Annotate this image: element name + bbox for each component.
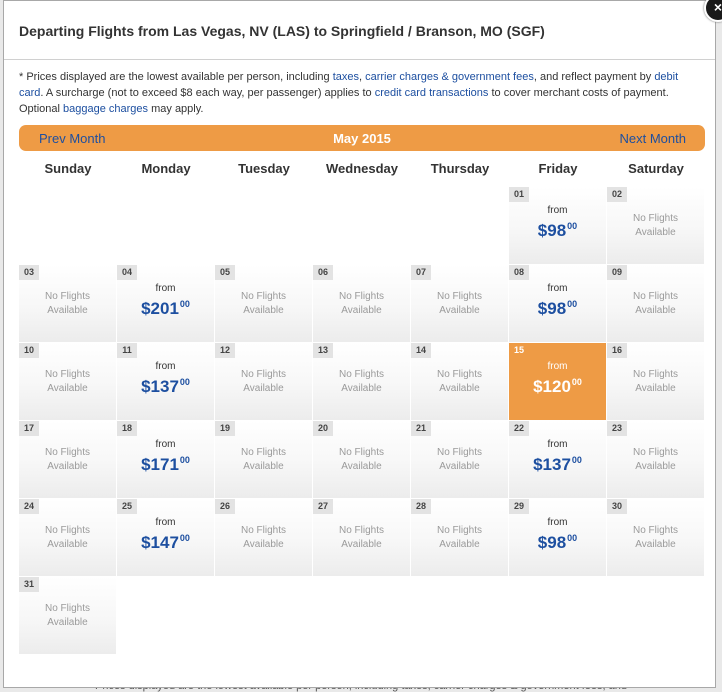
no-flights-text (215, 368, 312, 396)
no-flights-line: Available (243, 539, 284, 550)
no-flights-text (215, 524, 312, 552)
no-flights-text (313, 368, 410, 396)
price-amount: $120 (533, 377, 571, 396)
no-flights-line: Available (635, 539, 676, 550)
calendar-day-30 (607, 499, 704, 576)
day-number: 05 (215, 265, 235, 280)
price-cents: 00 (567, 299, 578, 309)
day-number: 17 (19, 421, 39, 436)
weekday-label: Sunday (44, 161, 92, 176)
dialog-title: Departing Flights from Las Vegas, NV (LAS) to Springfield / Branson, MO (SGF) (19, 23, 545, 39)
calendar-day-17 (19, 421, 116, 498)
day-number: 08 (509, 265, 529, 280)
no-flights-line: Available (47, 617, 88, 628)
calendar-day-18[interactable] (117, 421, 214, 498)
no-flights-line: Available (439, 539, 480, 550)
day-number: 23 (607, 421, 627, 436)
day-number: 25 (117, 499, 137, 514)
no-flights-text (411, 446, 508, 474)
no-flights-line: Available (47, 305, 88, 316)
no-flights-line: Available (243, 383, 284, 394)
no-flights-line: No Flights (436, 447, 482, 458)
next-month-link[interactable]: Next Month (619, 131, 686, 146)
day-number: 30 (607, 499, 627, 514)
price-amount: $137 (533, 455, 571, 474)
day-number: 19 (215, 421, 235, 436)
no-flights-line: No Flights (240, 447, 286, 458)
calendar-day-21 (411, 421, 508, 498)
from-label: from (155, 439, 176, 450)
weekday-label: Tuesday (238, 161, 290, 176)
weekday-label: Thursday (430, 161, 490, 176)
day-number: 22 (509, 421, 529, 436)
no-flights-text (607, 290, 704, 318)
notes-text: . A surcharge (not to exceed $8 each way, per passenger) applies to (40, 87, 375, 99)
day-number: 02 (607, 187, 627, 202)
flight-calendar-dialog (3, 0, 716, 688)
calendar-day-15[interactable] (509, 343, 606, 420)
no-flights-line: No Flights (632, 447, 678, 458)
weekday-label: Saturday (628, 161, 684, 176)
price-amount: $98 (537, 533, 567, 552)
no-flights-line: No Flights (44, 291, 90, 302)
calendar-day-28 (411, 499, 508, 576)
day-number: 29 (509, 499, 529, 514)
no-flights-line: Available (439, 383, 480, 394)
no-flights-text (411, 368, 508, 396)
calendar-day-05 (215, 265, 312, 342)
calendar-day-07 (411, 265, 508, 342)
from-label: from (547, 361, 568, 372)
no-flights-text (19, 368, 116, 396)
from-label: from (155, 361, 176, 372)
no-flights-line: No Flights (338, 447, 384, 458)
day-number: 31 (19, 577, 39, 592)
price-cents: 00 (571, 455, 582, 465)
calendar-day-23 (607, 421, 704, 498)
no-flights-text (607, 524, 704, 552)
price-amount: $98 (537, 221, 567, 240)
no-flights-line: No Flights (338, 291, 384, 302)
no-flights-line: No Flights (240, 291, 286, 302)
price-cents: 00 (567, 221, 578, 231)
day-number: 06 (313, 265, 333, 280)
no-flights-text (215, 446, 312, 474)
price-amount: $201 (141, 299, 179, 318)
no-flights-line: No Flights (632, 291, 678, 302)
no-flights-line: No Flights (240, 369, 286, 380)
calendar-day-02 (607, 187, 704, 264)
price-amount: $98 (537, 299, 567, 318)
day-number: 10 (19, 343, 39, 358)
day-number: 16 (607, 343, 627, 358)
no-flights-line: Available (341, 539, 382, 550)
day-number: 20 (313, 421, 333, 436)
close-icon: × (713, 0, 722, 15)
fare-price[interactable] (117, 533, 214, 553)
from-label: from (155, 517, 176, 528)
fare-price[interactable] (117, 377, 214, 397)
no-flights-line: No Flights (436, 525, 482, 536)
taxes-link[interactable]: taxes (332, 71, 359, 83)
calendar-day-08[interactable] (509, 265, 606, 342)
from-label: from (155, 283, 176, 294)
calendar-day-25[interactable] (117, 499, 214, 576)
day-number: 09 (607, 265, 627, 280)
no-flights-line: Available (47, 383, 88, 394)
baggage-charges-link[interactable]: baggage charges (63, 103, 149, 115)
no-flights-line: No Flights (240, 525, 286, 536)
calendar-day-01[interactable] (509, 187, 606, 264)
from-label: from (547, 205, 568, 216)
from-label: from (547, 283, 568, 294)
no-flights-line: No Flights (338, 369, 384, 380)
prev-month-link[interactable]: Prev Month (39, 131, 106, 146)
no-flights-line: Available (243, 305, 284, 316)
price-cents: 00 (179, 533, 190, 543)
calendar-day-20 (313, 421, 410, 498)
calendar-day-14 (411, 343, 508, 420)
price-amount: $147 (141, 533, 179, 552)
notes-text: to cover merchant costs of payment. Optional (19, 87, 669, 115)
fare-price[interactable] (509, 221, 606, 241)
no-flights-text (607, 446, 704, 474)
fare-price[interactable] (509, 299, 606, 319)
calendar-day-19 (215, 421, 312, 498)
calendar-day-10 (19, 343, 116, 420)
calendar-day-16 (607, 343, 704, 420)
notes-text: , (358, 71, 366, 83)
no-flights-text (19, 446, 116, 474)
calendar-day-04[interactable] (117, 265, 214, 342)
calendar-day-13 (313, 343, 410, 420)
price-cents: 00 (179, 455, 190, 465)
no-flights-line: No Flights (44, 447, 90, 458)
price-cents: 00 (571, 377, 582, 387)
calendar-day-12 (215, 343, 312, 420)
calendar-day-09 (607, 265, 704, 342)
fare-price[interactable] (509, 377, 606, 397)
day-number: 24 (19, 499, 39, 514)
notes-text: * Prices displayed are the lowest available per person, including (19, 71, 333, 83)
day-number: 13 (313, 343, 333, 358)
no-flights-text (313, 446, 410, 474)
no-flights-line: Available (47, 461, 88, 472)
no-flights-text (411, 524, 508, 552)
no-flights-line: No Flights (632, 369, 678, 380)
day-number: 18 (117, 421, 137, 436)
fare-price[interactable] (509, 455, 606, 475)
day-number: 03 (19, 265, 39, 280)
no-flights-line: No Flights (632, 213, 678, 224)
no-flights-text (19, 524, 116, 552)
no-flights-line: No Flights (632, 525, 678, 536)
no-flights-line: No Flights (436, 291, 482, 302)
no-flights-line: Available (439, 305, 480, 316)
weekday-label: Monday (141, 161, 191, 176)
notes-text: may apply. (148, 103, 204, 115)
debit-card-link[interactable]: debit card (19, 71, 679, 99)
day-number: 15 (509, 343, 529, 358)
no-flights-line: Available (341, 305, 382, 316)
from-label: from (547, 439, 568, 450)
fare-price[interactable] (117, 455, 214, 475)
no-flights-line: Available (635, 461, 676, 472)
no-flights-line: Available (341, 461, 382, 472)
fare-price[interactable] (117, 299, 214, 319)
calendar-day-27 (313, 499, 410, 576)
calendar-day-06 (313, 265, 410, 342)
no-flights-line: Available (439, 461, 480, 472)
weekday-label: Wednesday (325, 161, 398, 176)
price-amount: $137 (141, 377, 179, 396)
no-flights-text (19, 290, 116, 318)
day-number: 01 (509, 187, 529, 202)
no-flights-text (411, 290, 508, 318)
no-flights-line: Available (635, 305, 676, 316)
day-number: 27 (313, 499, 333, 514)
calendar-day-26 (215, 499, 312, 576)
no-flights-line: Available (635, 227, 676, 238)
no-flights-line: No Flights (436, 369, 482, 380)
price-cents: 00 (179, 299, 190, 309)
day-number: 11 (117, 343, 137, 358)
fare-price[interactable] (509, 533, 606, 553)
current-month-label: May 2015 (333, 131, 391, 146)
day-number: 12 (215, 343, 235, 358)
price-amount: $171 (141, 455, 179, 474)
calendar-day-22[interactable] (509, 421, 606, 498)
day-number: 14 (411, 343, 431, 358)
weekday-label: Friday (538, 161, 578, 176)
day-number: 26 (215, 499, 235, 514)
credit-card-transactions-link[interactable]: credit card transactions (374, 87, 489, 99)
no-flights-line: Available (47, 539, 88, 550)
day-number: 28 (411, 499, 431, 514)
no-flights-text (313, 524, 410, 552)
price-cents: 00 (179, 377, 190, 387)
day-number: 07 (411, 265, 431, 280)
no-flights-line: No Flights (44, 525, 90, 536)
no-flights-line: Available (635, 383, 676, 394)
no-flights-text (607, 212, 704, 240)
calendar-day-03 (19, 265, 116, 342)
calendar-day-24 (19, 499, 116, 576)
no-flights-text (19, 602, 116, 630)
no-flights-text (215, 290, 312, 318)
notes-text: , and reflect payment by (533, 71, 655, 83)
no-flights-line: No Flights (44, 603, 90, 614)
no-flights-text (607, 368, 704, 396)
no-flights-text (313, 290, 410, 318)
calendar-day-11[interactable] (117, 343, 214, 420)
no-flights-line: Available (243, 461, 284, 472)
no-flights-line: No Flights (338, 525, 384, 536)
no-flights-line: Available (341, 383, 382, 394)
from-label: from (547, 517, 568, 528)
no-flights-line: No Flights (44, 369, 90, 380)
month-navigation-bar (19, 125, 705, 151)
calendar-day-31 (19, 577, 116, 654)
calendar-day-29[interactable] (509, 499, 606, 576)
day-number: 04 (117, 265, 137, 280)
price-cents: 00 (567, 533, 578, 543)
carrier-charges-link[interactable]: carrier charges & government fees (365, 71, 534, 83)
dialog-header (4, 1, 715, 60)
price-notes (19, 69, 699, 117)
day-number: 21 (411, 421, 431, 436)
